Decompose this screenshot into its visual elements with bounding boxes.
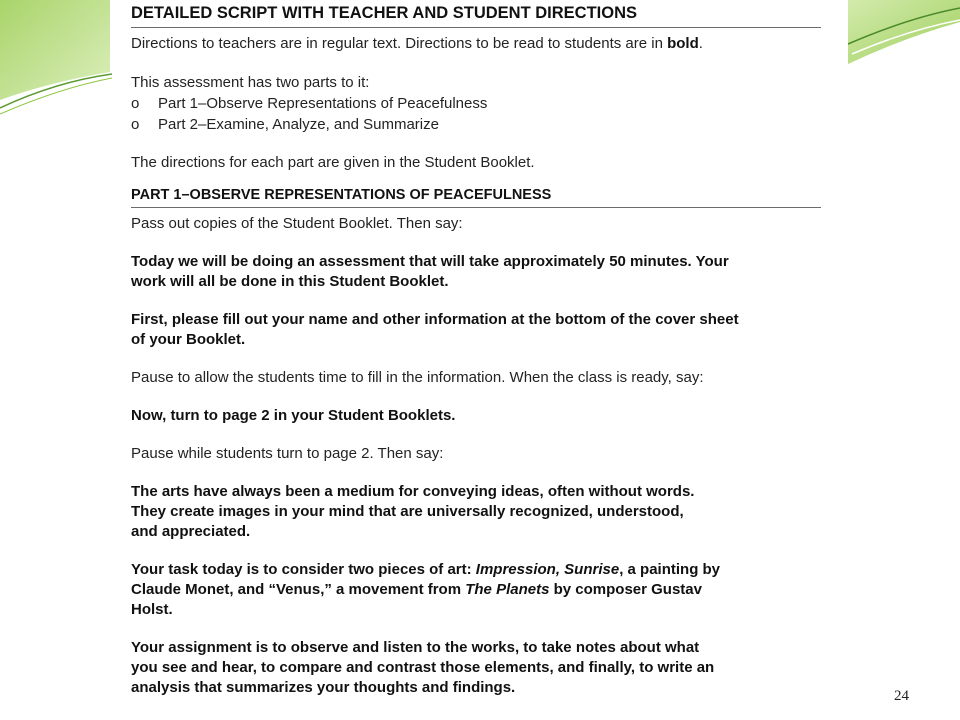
document-page	[131, 0, 821, 698]
assignment-statement: Your assignment is to observe and listen to the works, to take notes about what you see and hear, to compare and contrast those elements, and finally, to write an analysis that summarizes your thoughts and findings.	[131, 639, 715, 696]
green-swoosh-decoration-left	[0, 0, 112, 115]
bullet-marker: o	[131, 116, 140, 133]
green-swoosh-decoration-right	[848, 0, 960, 68]
booklet-note: The directions for each part are given in the Student Booklet.	[131, 154, 535, 171]
slide-page-number: 24	[894, 688, 909, 704]
turn-page-statement: Now, turn to page 2 in your Student Booklets.	[131, 407, 456, 424]
bullet-marker: o	[131, 95, 140, 112]
list-item: o Part 1–Observe Representations of Peacefulness	[131, 95, 488, 112]
pause-direction-1: Pause to allow the students time to fill in the information. When the class is ready, say:	[131, 369, 704, 386]
assessment-statement: Today we will be doing an assessment that will take approximately 50 minutes. Your work will all be done in this Student Booklet.	[131, 253, 729, 290]
intro-paragraph: Directions to teachers are in regular text. Directions to be read to students are in bold.	[131, 35, 703, 52]
music-title: The Planets	[465, 581, 550, 598]
script-title: DETAILED SCRIPT WITH TEACHER AND STUDENT DIRECTIONS	[131, 0, 821, 28]
painting-title: Impression, Sunrise	[475, 561, 620, 578]
arts-statement: The arts have always been a medium for conveying ideas, often without words. They create images in your mind that are universally recognized, understood, and appreciated.	[131, 483, 695, 540]
task-statement: Your task today is to consider two pieces of art: Impression, Sunrise, a painting by Claude Monet, and “Venus,” a movement from The Planets by composer Gustav Holst.	[131, 561, 721, 618]
parts-intro: This assessment has two parts to it:	[131, 74, 370, 91]
pause-direction-2: Pause while students turn to page 2. Then say:	[131, 445, 444, 462]
part1-heading: PART 1–OBSERVE REPRESENTATIONS OF PEACEFULNESS	[131, 187, 821, 208]
fill-out-statement: First, please fill out your name and other information at the bottom of the cover sheet of your Booklet.	[131, 311, 739, 348]
parts-list	[131, 93, 821, 135]
pass-out-direction: Pass out copies of the Student Booklet. Then say:	[131, 215, 463, 232]
list-item: o Part 2–Examine, Analyze, and Summarize	[131, 116, 439, 133]
intro-bold-word: bold	[667, 35, 699, 52]
